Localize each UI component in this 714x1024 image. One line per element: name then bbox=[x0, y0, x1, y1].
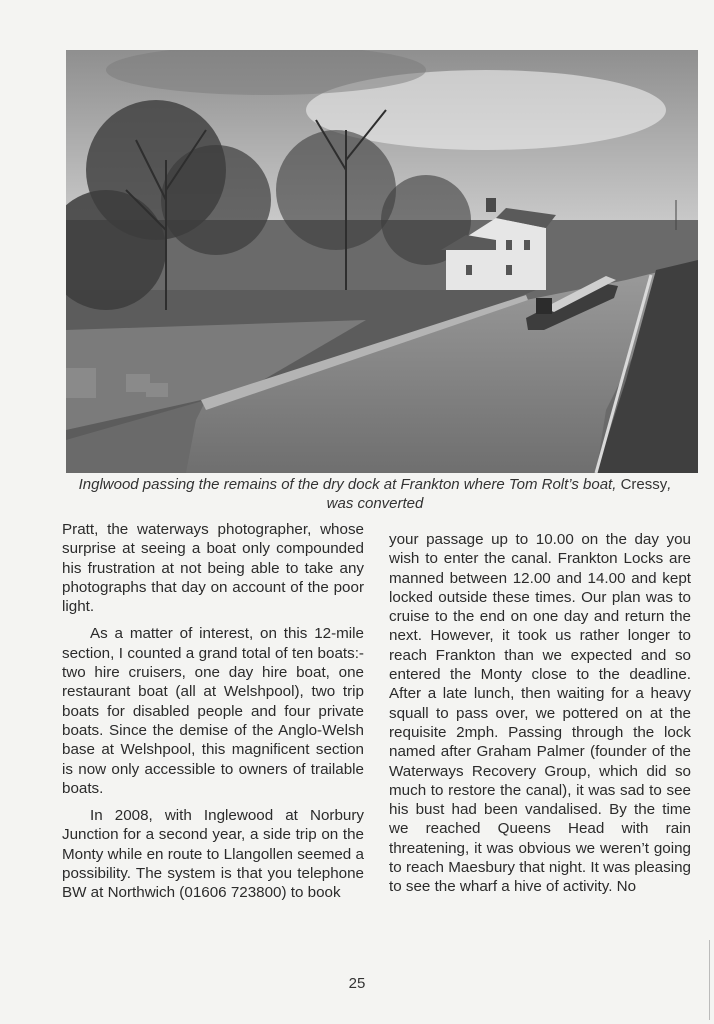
page-edge-line bbox=[709, 940, 710, 1020]
left-column bbox=[62, 520, 364, 911]
left-paragraph-1: Pratt, the waterways photographer, whose surprise at seeing a boat only compounded his frustration at not being able to take any photographs that day on account of the poor light. bbox=[62, 521, 364, 616]
caption-part1: Inglwood passing the remains of the dry dock at Frankton where Tom Rolt’s boat, bbox=[78, 476, 621, 493]
left-paragraph-2: As a matter of interest, on this 12-mile section, I counted a grand total of ten boats:- two hire cruisers, one day hire boat, one restaurant boat (all at Welshpool), two trip boats for disabled people and four private boats. Since the demise of the Anglo-Welsh base at Welshpool, this magnificent section is now only accessible to owners of trailable boats. bbox=[62, 625, 364, 797]
right-paragraph-1: your passage up to 10.00 on the day you wish to enter the canal. Frankton Locks are manned between 12.00 and 14.00 and kept locked outside these times. Our plan was to cruise to the end on one day and return the next. However, it took us rather longer to reach Frankton than we expected and so entered the Monty close to the deadline. After a late lunch, then waiting for a heavy squall to pass over, we pottered on at the requisite 2mph. Passing through the lock named after Graham Palmer (founder of the Waterways Recovery Group, which did so much to restore the canal), it was sad to see his bust had been vandalised. By the time we reached Queens Head with rain threatening, it was obvious we weren’t going to reach Maesbury that night. It was pleasing to see the wharf a hive of activity. No bbox=[389, 531, 691, 896]
left-paragraph-3: In 2008, with Inglewood at Norbury Junction for a second year, a side trip on the Monty while en route to Llangollen seemed a possibility. The system is that you telephone BW at Northwich (01606 723800) to book bbox=[62, 807, 364, 902]
caption-boat-name: Cressy bbox=[620, 476, 668, 493]
page-number: 25 bbox=[348, 975, 366, 992]
photo-caption bbox=[70, 475, 680, 513]
right-column bbox=[389, 530, 691, 905]
canal-photo bbox=[66, 50, 698, 473]
caption-part2: , was converted bbox=[326, 476, 672, 512]
